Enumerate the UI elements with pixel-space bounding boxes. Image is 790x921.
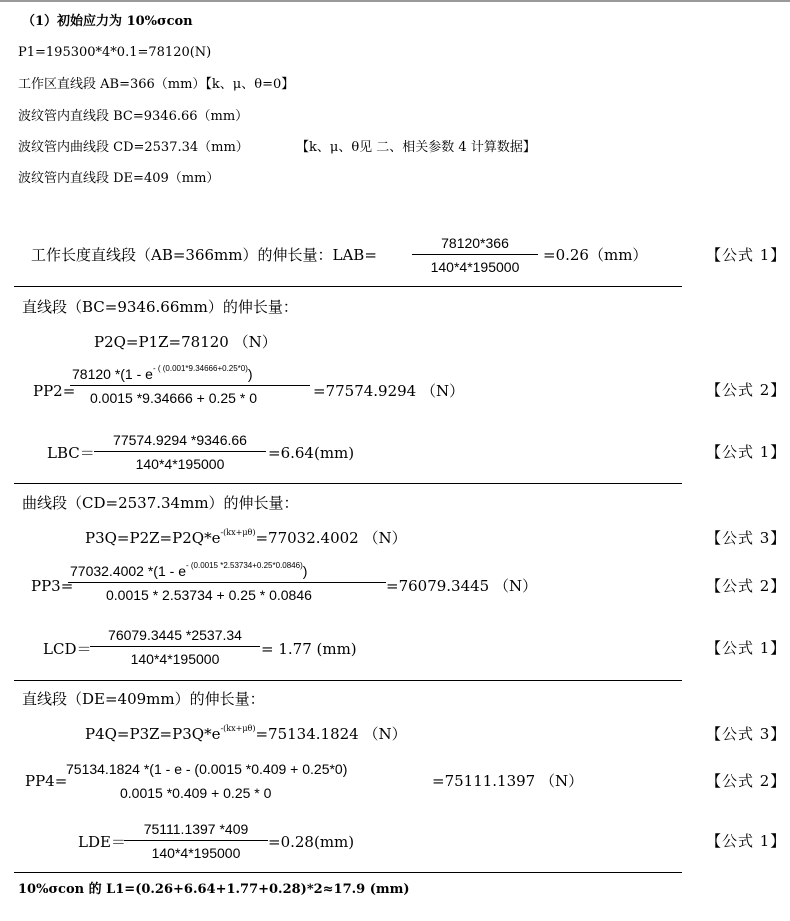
lbc-formula-tag: 【公式 1】 <box>706 443 787 461</box>
pp4-label: PP4= <box>25 772 68 790</box>
lcd-formula-tag: 【公式 1】 <box>706 639 787 657</box>
p4q-line <box>85 724 407 743</box>
divider <box>14 872 682 873</box>
lcd-numerator: 76079.3445 *2537.34 <box>108 627 242 643</box>
p4q-text: P4Q=P3Z=P3Q*e <box>85 725 221 743</box>
pp2-exponent: - ( (0.001*9.34666+0.25*0) <box>152 364 248 373</box>
lab-result: =0.26（mm） <box>543 246 648 264</box>
lde-formula-tag: 【公式 1】 <box>706 832 787 850</box>
total-line: 10%σcon 的 L1=(0.26+6.64+1.77+0.28)*2≈17.9 (mm) <box>18 882 410 897</box>
lab-formula-tag: 【公式 1】 <box>706 246 787 264</box>
pp2-label: PP2= <box>33 382 76 400</box>
pp3-numerator: 77032.4002 *(1 - e <box>70 563 186 579</box>
p2q-line: P2Q=P1Z=78120 （N） <box>94 333 277 351</box>
pp3-formula-tag: 【公式 2】 <box>706 577 787 595</box>
lbc-denominator: 140*4*195000 <box>135 456 225 472</box>
pp3-exponent: - (0.0015 *2.53734+0.25*0.0846) <box>185 561 303 570</box>
top-border <box>0 0 790 2</box>
ab-line: 工作区直线段 AB=366（mm）【k、μ、θ=0】 <box>18 77 295 92</box>
cd-heading: 曲线段（CD=2537.34mm）的伸长量： <box>22 494 299 512</box>
cd-line: 波纹管内曲线段 CD=2537.34（mm） <box>18 140 249 155</box>
pp3-result: =76079.3445 （N） <box>386 577 538 595</box>
pp2-result: =77574.9294 （N） <box>313 382 465 400</box>
pp2-numerator: 78120 *(1 - e <box>72 366 153 382</box>
p1-line: P1=195300*4*0.1=78120(N) <box>18 45 212 60</box>
p4q-formula-tag: 【公式 3】 <box>706 725 787 743</box>
lab-denominator: 140*4*195000 <box>430 259 520 275</box>
p3q-text: P3Q=P2Z=P2Q*e <box>85 529 221 547</box>
section-title: （1）初始应力为 10%σcon <box>22 14 193 29</box>
lde-denominator: 140*4*195000 <box>151 845 241 861</box>
p3q-formula-tag: 【公式 3】 <box>706 529 787 547</box>
pp4-numerator: 75134.1824 *(1 - e - (0.0015 *0.409 + 0.25*0) <box>66 761 348 777</box>
lab-fraction <box>412 236 538 274</box>
pp4-result: =75111.1397 （N） <box>432 772 584 790</box>
bc-line: 波纹管内直线段 BC=9346.66（mm） <box>18 109 249 124</box>
pp4-fraction <box>64 762 432 800</box>
lab-prefix: 工作长度直线段（AB=366mm）的伸长量：LAB= <box>31 246 377 264</box>
pp4-formula-tag: 【公式 2】 <box>706 772 787 790</box>
lde-fraction <box>124 822 268 860</box>
pp2-numerator-close: ) <box>247 366 253 382</box>
p4q-exponent: -(kx+μθ) <box>220 724 256 733</box>
pp2-formula-tag: 【公式 2】 <box>706 381 787 399</box>
pp4-denominator: 0.0015 *0.409 + 0.25 * 0 <box>120 785 272 801</box>
lcd-result: = 1.77 (mm) <box>261 640 357 658</box>
lbc-label: LBC＝ <box>47 444 95 462</box>
de-heading: 直线段（DE=409mm）的伸长量： <box>22 690 265 708</box>
lab-numerator: 78120*366 <box>441 235 509 251</box>
lbc-fraction <box>94 433 266 471</box>
p3q-exponent: -(kx+μθ) <box>220 528 256 537</box>
lcd-label: LCD＝ <box>43 640 92 658</box>
lde-result: =0.28(mm) <box>268 833 355 851</box>
bc-heading: 直线段（BC=9346.66mm）的伸长量： <box>22 298 298 316</box>
pp3-label: PP3= <box>31 577 74 595</box>
p3q-line <box>85 528 407 547</box>
pp2-denominator: 0.0015 *9.34666 + 0.25 * 0 <box>90 390 257 406</box>
lde-label: LDE＝ <box>78 833 126 851</box>
lbc-numerator: 77574.9294 *9346.66 <box>113 432 247 448</box>
de-line: 波纹管内直线段 DE=409（mm） <box>18 171 220 186</box>
lcd-fraction <box>90 628 260 666</box>
lde-numerator: 75111.1397 *409 <box>143 821 249 837</box>
p3q-result: =77032.4002 （N） <box>255 529 407 547</box>
lbc-result: =6.64(mm) <box>268 444 355 462</box>
divider <box>14 286 682 287</box>
p4q-result: =75134.1824 （N） <box>255 725 407 743</box>
pp3-fraction <box>68 561 386 603</box>
divider <box>14 483 682 484</box>
pp3-denominator: 0.0015 * 2.53734 + 0.25 * 0.0846 <box>106 587 312 603</box>
pp2-fraction <box>70 364 310 406</box>
cd-note: 【k、μ、θ见 二、相关参数 4 计算数据】 <box>296 140 536 155</box>
divider <box>14 680 682 681</box>
pp3-numerator-close: ) <box>302 563 308 579</box>
lcd-denominator: 140*4*195000 <box>130 651 220 667</box>
